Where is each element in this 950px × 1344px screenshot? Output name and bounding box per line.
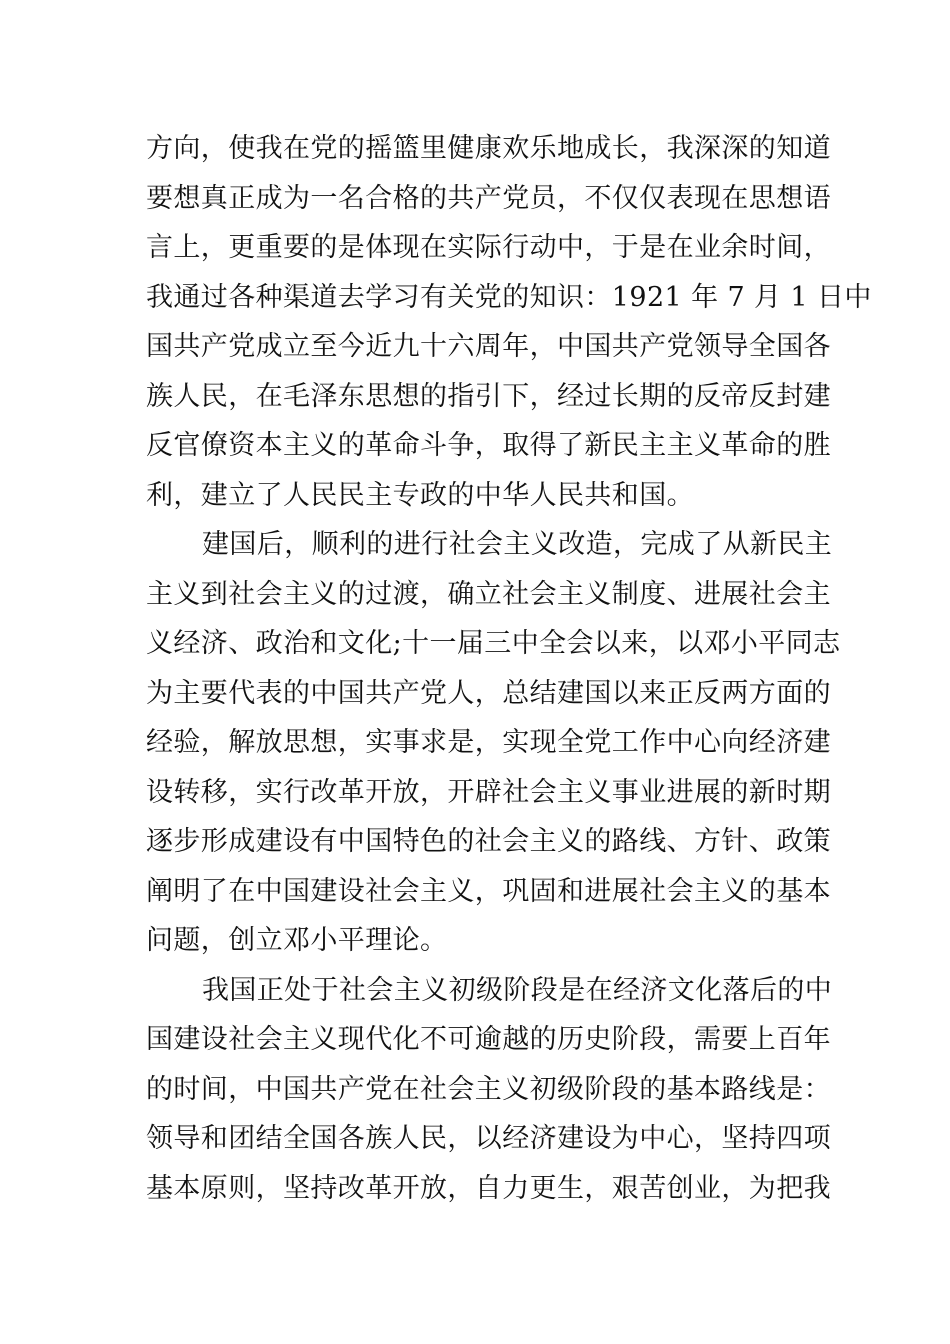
text-line: 我通过各种渠道去学习有关党的知识：1921 年 7 月 1 日中 [146, 281, 872, 313]
text-line: 主义到社会主义的过渡，确立社会主义制度、进展社会主 [146, 578, 831, 610]
text-line: 逐步形成建设有中国特色的社会主义的路线、方针、政策 [146, 826, 831, 857]
text-line: 经验，解放思想，实事求是，实现全党工作中心向经济建 [146, 727, 831, 758]
text-line: 阐明了在中国建设社会主义，巩固和进展社会主义的基本 [146, 875, 831, 907]
document-body [146, 124, 872, 1213]
text-line: 领导和团结全国各族人民，以经济建设为中心，坚持四项 [146, 1123, 831, 1154]
text-line: 族人民，在毛泽东思想的指引下，经过长期的反帝反封建 [146, 380, 831, 412]
text-line: 国共产党成立至今近九十六周年，中国共产党领导全国各 [146, 331, 831, 362]
text-line: 方向，使我在党的摇篮里健康欢乐地成长，我深深的知道 [146, 133, 831, 164]
text-line: 要想真正成为一名合格的共产党员，不仅仅表现在思想语 [146, 182, 831, 214]
text-line: 为主要代表的中国共产党人，总结建国以来正反两方面的 [146, 677, 831, 709]
text-line: 的时间，中国共产党在社会主义初级阶段的基本路线是： [146, 1073, 831, 1105]
text-line: 设转移，实行改革开放，开辟社会主义事业进展的新时期 [146, 776, 831, 808]
text-line: 国建设社会主义现代化不可逾越的历史阶段，需要上百年 [146, 1024, 831, 1055]
paragraph-start-line: 建国后，顺利的进行社会主义改造，完成了从新民主 [202, 529, 833, 560]
text-line: 问题，创立邓小平理论。 [146, 925, 448, 956]
paragraph-start-line: 我国正处于社会主义初级阶段是在经济文化落后的中 [202, 974, 833, 1006]
text-line: 义经济、政治和文化;十一届三中全会以来，以邓小平同志 [146, 628, 841, 659]
text-line: 反官僚资本主义的革命斗争，取得了新民主主义革命的胜 [146, 430, 831, 461]
text-line: 言上，更重要的是体现在实际行动中，于是在业余时间， [146, 232, 831, 263]
text-line: 基本原则，坚持改革开放，自力更生，艰苦创业，为把我 [146, 1172, 831, 1204]
text-line: 利，建立了人民民主专政的中华人民共和国。 [146, 479, 694, 511]
